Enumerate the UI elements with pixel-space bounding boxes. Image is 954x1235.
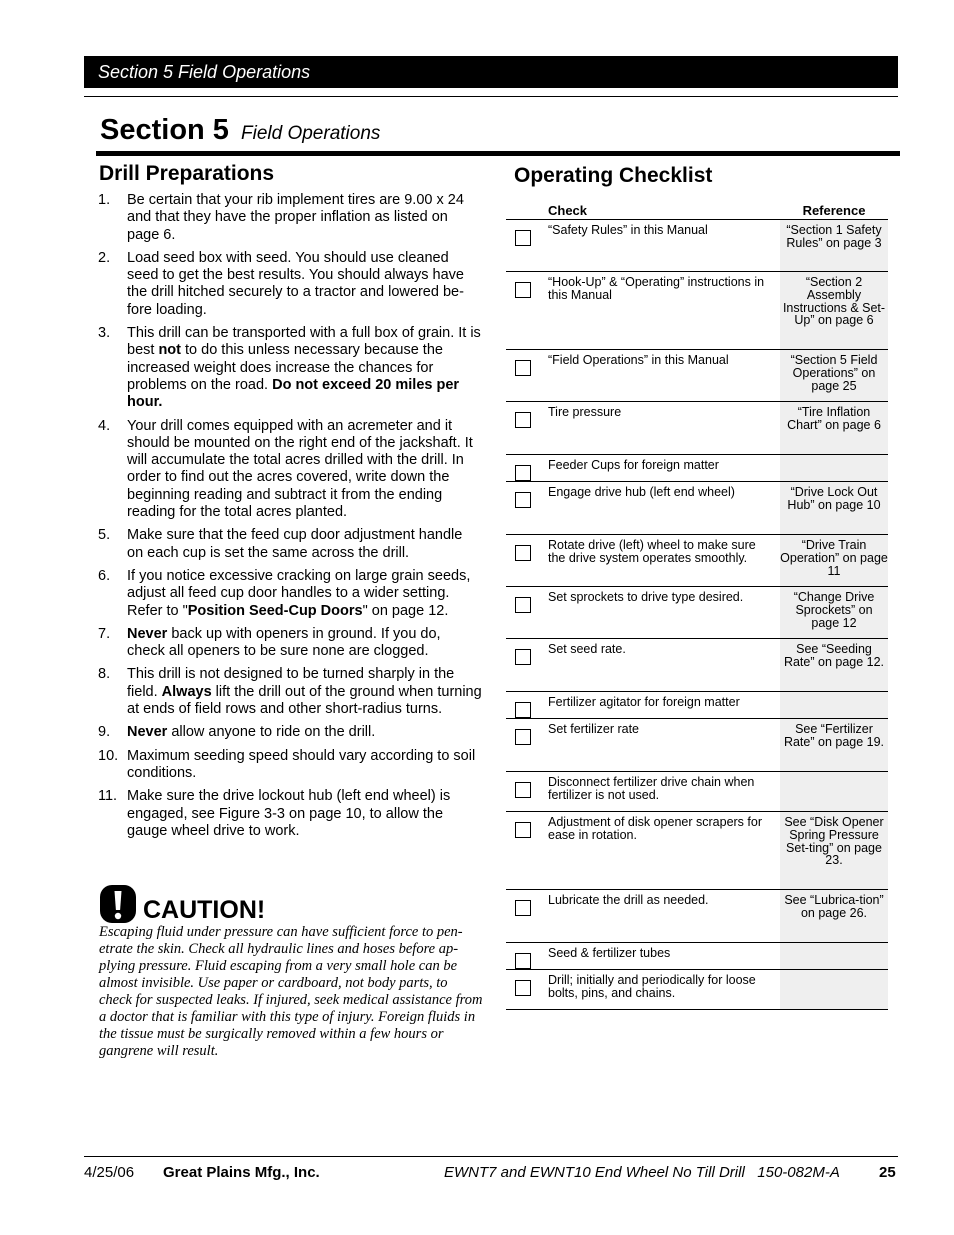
caution-text: Escaping fluid under pressure can have sufficient force to pen-etrate the skin. Check all hydraulic lines and hoses before ap-plying pressure. Fluid escaping from a very small hole can be almost invisible. Use paper or cardboard, not body parts, to check for suspected leaks. If injured, seek medical assistance from a doctor that is familiar with this type of injury. Foreign fluids in the tissue must be surgically removed within a few hours or gangrene will result. [99, 924, 483, 1059]
checkbox[interactable] [515, 412, 531, 428]
checkbox[interactable] [515, 230, 531, 246]
list-item-number: 3. [98, 325, 111, 342]
list-item-number: 4. [98, 417, 111, 434]
list-item-text: " on page 12. [362, 602, 449, 619]
reference-cell: “Drive Train Operation” on page 11 [780, 535, 888, 586]
list-item-number: 5. [98, 527, 111, 544]
section-number: Section 5 [100, 114, 229, 146]
check-item-text: Drill; initially and periodically for loose bolts, pins, and chains. [548, 973, 756, 1000]
footer-document-title: EWNT7 and EWNT10 End Wheel No Till Drill 150-082M-A [444, 1164, 840, 1181]
checkbox[interactable] [515, 822, 531, 838]
reference-cell: See “Lubrica-tion” on page 26. [780, 890, 888, 942]
list-item-text: If you notice excessive cracking on large grain seeds, adjust all feed cup door handles to a wider setting. Refer to " [127, 567, 471, 619]
reference-cell [780, 692, 888, 718]
list-item-text: lift the drill out of the ground when turning at ends of field rows and other short-radius turns. [127, 683, 482, 718]
reference-cell: “Drive Lock Out Hub” on page 10 [780, 482, 888, 534]
reference-cell: “Section 1 Safety Rules” on page 3 [780, 220, 888, 271]
list-item-text: This drill is not designed to be turned sharply in the field. [127, 666, 455, 700]
header-divider [84, 96, 898, 97]
page-title [100, 114, 380, 147]
list-item-text: Be certain that your rib implement tires are 9.00 x 24 and that they have the proper inflation as listed on page 6. [127, 192, 464, 243]
check-item-text: “Safety Rules” in this Manual [548, 223, 708, 237]
list-item-text: This drill can be transported with a full box of grain. It is best [127, 325, 481, 359]
reference-cell [780, 943, 888, 969]
table-row [506, 812, 888, 890]
title-divider [96, 151, 900, 156]
check-item-text: Set fertilizer rate [548, 722, 640, 736]
reference-cell: “Section 2 Assembly Instructions & Set-Up” on page 6 [780, 272, 888, 349]
checkbox[interactable] [515, 729, 531, 745]
reference-cell [780, 455, 888, 481]
list-item-text: Load seed box with seed. You should use cleaned seed to get the best results. You should always have the drill hitched securely to a tractor and lowered be-fore loading. [127, 249, 464, 318]
drill-preparations-heading: Drill Preparations [99, 162, 275, 185]
list-item-number: 2. [98, 249, 111, 266]
drill-preparations-list [98, 192, 482, 846]
list-item-number: 6. [98, 567, 111, 584]
list-item-number: 1. [98, 192, 111, 208]
list-item [98, 325, 482, 411]
check-item-text: Feeder Cups for foreign matter [548, 458, 719, 472]
reference-cell: See “Disk Opener Spring Pressure Set-ting” on page 23. [780, 812, 888, 889]
list-item-number: 11. [98, 788, 118, 805]
list-item-number: 9. [98, 724, 111, 741]
checkbox[interactable] [515, 980, 531, 996]
list-item [98, 626, 482, 661]
list-item [98, 748, 482, 783]
checkbox[interactable] [515, 597, 531, 613]
table-row [506, 890, 888, 943]
list-item-number: 10. [98, 747, 119, 764]
list-item [98, 568, 482, 620]
list-item-text: allow anyone to ride on the drill. [167, 724, 376, 741]
check-item-text: Adjustment of disk opener scrapers for ease in rotation. [548, 815, 762, 842]
operating-checklist-heading: Operating Checklist [514, 164, 713, 187]
check-item-text: Seed & fertilizer tubes [548, 946, 671, 960]
check-item-text: Lubricate the drill as needed. [548, 893, 709, 907]
list-item-emphasis: Never [127, 625, 168, 642]
list-item-text: Make sure the drive lockout hub (left end wheel) is engaged, see Figure 3-3 on page 10, to allow the gauge wheel drive to work. [127, 788, 451, 839]
check-item-text: Fertilizer agitator for foreign matter [548, 695, 740, 709]
checkbox[interactable] [515, 545, 531, 561]
section-header-bar [84, 56, 898, 88]
list-item [98, 788, 482, 840]
list-item-emphasis: Do not exceed 20 miles per hour. [127, 376, 460, 411]
table-row [506, 272, 888, 350]
checkbox[interactable] [515, 282, 531, 298]
check-item-text: Set seed rate. [548, 642, 626, 656]
operating-checklist-table [506, 200, 888, 1010]
check-item-text: Engage drive hub (left end wheel) [548, 485, 735, 499]
list-item [98, 418, 482, 522]
table-row [506, 402, 888, 455]
table-row [506, 350, 888, 402]
reference-cell: “Tire Inflation Chart” on page 6 [780, 402, 888, 454]
table-row [506, 692, 888, 719]
table-row [506, 455, 888, 482]
checkbox[interactable] [515, 360, 531, 376]
check-item-text: Set sprockets to drive type desired. [548, 590, 744, 604]
list-item-text: to do this unless necessary because the increased weight does increase the chances for problems on the road. [127, 342, 443, 393]
caution-box [99, 880, 483, 1060]
checkbox[interactable] [515, 782, 531, 798]
table-row [506, 772, 888, 812]
list-item-emphasis: Position Seed-Cup Doors [187, 602, 363, 619]
footer-divider [84, 1156, 898, 1157]
table-row [506, 220, 888, 272]
checkbox[interactable] [515, 465, 531, 481]
table-row [506, 639, 888, 692]
checkbox[interactable] [515, 702, 531, 718]
list-item [98, 724, 482, 741]
list-item [98, 666, 482, 718]
list-item-emphasis: Never [127, 724, 168, 741]
checkbox[interactable] [515, 953, 531, 969]
page-number: 25 [879, 1164, 896, 1181]
check-item-text: Disconnect fertilizer drive chain when fertilizer is not used. [548, 775, 755, 802]
check-item-text: Tire pressure [548, 405, 622, 419]
reference-cell [780, 772, 888, 811]
reference-cell: See “Fertilizer Rate” on page 19. [780, 719, 888, 771]
caution-heading: CAUTION! [143, 896, 266, 924]
checklist-header-row [506, 200, 888, 220]
checkbox[interactable] [515, 649, 531, 665]
footer-company: Great Plains Mfg., Inc. [163, 1164, 320, 1181]
list-item [98, 192, 482, 244]
list-item-text: Make sure that the feed cup door adjustment handle on each cup is set the same across the drill. [127, 527, 463, 561]
list-item [98, 527, 482, 562]
reference-cell: See “Seeding Rate” on page 12. [780, 639, 888, 691]
footer-date: 4/25/06 [84, 1164, 135, 1181]
reference-cell: “Section 5 Field Operations” on page 25 [780, 350, 888, 401]
section-subtitle: Field Operations [241, 123, 381, 144]
list-item-number: 7. [98, 625, 111, 642]
check-column-header: Check [548, 203, 588, 218]
list-item-text: Your drill comes equipped with an acremeter and it should be mounted on the right end of the jackshaft. It will accumulate the total acres drilled with the drill. In order to find out the acres covered, write down the beginning reading and subtract it from the ending reading for the total acres planted. [127, 417, 473, 521]
reference-column-header: Reference [802, 203, 866, 218]
list-item-number: 8. [98, 666, 111, 683]
reference-cell: “Change Drive Sprockets” on page 12 [780, 587, 888, 638]
checkbox[interactable] [515, 900, 531, 916]
table-row [506, 970, 888, 1010]
table-row [506, 943, 888, 970]
list-item-text: back up with openers in ground. If you do, check all openers to be sure none are clogged. [127, 625, 441, 660]
reference-cell [780, 970, 888, 1009]
check-item-text: “Hook-Up” & “Operating” instructions in this Manual [548, 275, 765, 302]
list-item-emphasis: not [158, 342, 181, 359]
table-row [506, 535, 888, 587]
list-item-emphasis: Always [161, 683, 212, 700]
table-row [506, 587, 888, 639]
table-row [506, 719, 888, 772]
list-item [98, 250, 482, 319]
table-row [506, 482, 888, 535]
list-item-text: Maximum seeding speed should vary according to soil conditions. [127, 747, 476, 781]
checkbox[interactable] [515, 492, 531, 508]
header-bar-title: Section 5 Field Operations [98, 62, 311, 82]
warning-icon [99, 884, 137, 924]
check-item-text: Rotate drive (left) wheel to make sure the drive system operates smoothly. [548, 538, 756, 565]
check-item-text: “Field Operations” in this Manual [548, 353, 729, 367]
